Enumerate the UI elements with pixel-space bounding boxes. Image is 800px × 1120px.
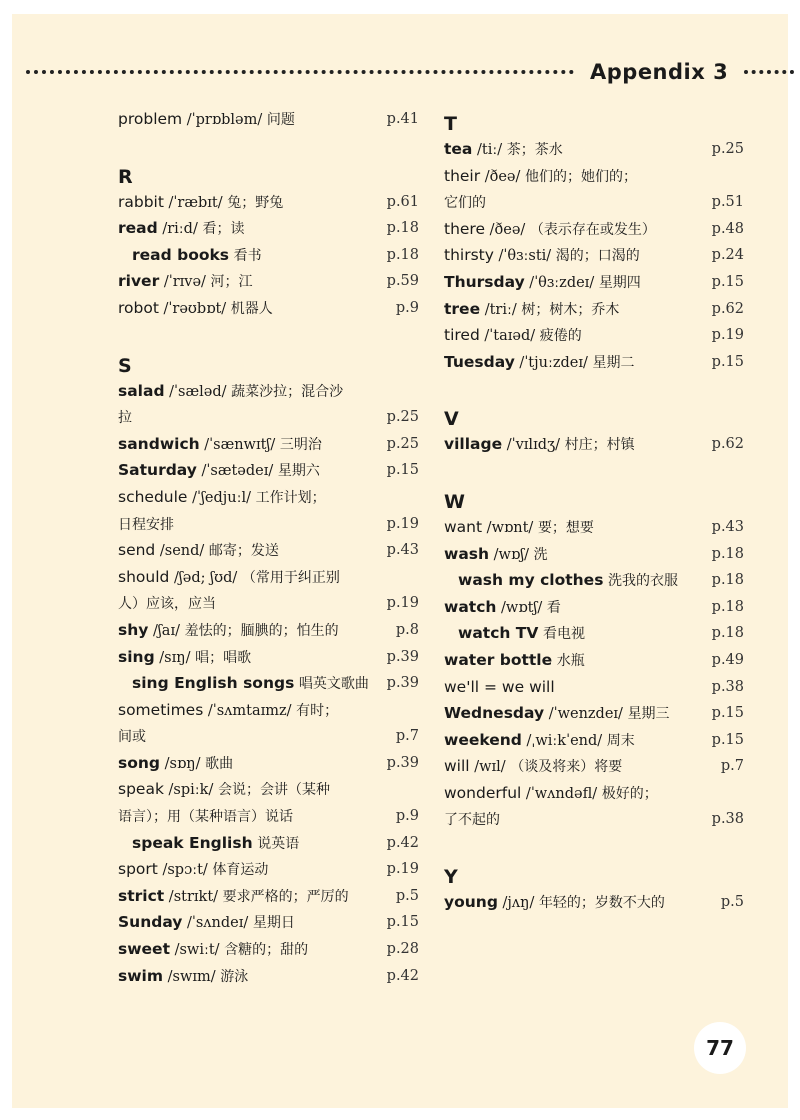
glossary-phrase xyxy=(118,830,418,857)
entry-pronunciation: /ˈsʌmtaɪmz/ xyxy=(203,702,297,719)
glossary-entry xyxy=(118,909,418,936)
entry-page-ref: p.62 xyxy=(711,300,744,317)
entry-word: sometimes xyxy=(118,700,204,719)
entry-definition: 年轻的；岁数不大的 xyxy=(538,895,665,912)
entry-page-ref: p.18 xyxy=(711,545,744,562)
entry-page-ref: p.39 xyxy=(386,754,419,771)
entry-pronunciation: /spɔːt/ xyxy=(157,862,213,879)
entry-definition: 星期四 xyxy=(598,274,641,291)
entry-definition: 周末 xyxy=(606,732,635,749)
section-letter-heading: V xyxy=(444,408,459,431)
glossary-entry xyxy=(118,883,418,910)
entry-word: tea xyxy=(444,140,473,158)
section-letter-heading: Y xyxy=(444,866,458,889)
entry-word: there xyxy=(444,219,486,238)
entry-page-ref: p.15 xyxy=(711,353,744,370)
header-dotted-rule-left xyxy=(26,70,574,74)
entry-definition: 三明治 xyxy=(279,436,322,453)
glossary-entry xyxy=(118,617,418,644)
glossary-entry xyxy=(444,189,744,216)
glossary-entry xyxy=(118,697,418,724)
entry-pronunciation: /swɪm/ xyxy=(163,968,221,985)
entry-definition: 说英语 xyxy=(257,835,300,852)
entry-definition: 他们的；她们的； xyxy=(525,168,638,185)
entry-word: shy xyxy=(118,620,149,639)
entry-word: watch TV xyxy=(458,624,539,643)
section-spacer xyxy=(118,133,418,159)
entry-word: sport xyxy=(118,860,158,879)
entry-pronunciation: /ˈθɜːsti/ xyxy=(493,248,556,265)
entry-pronunciation: /ðeə/ xyxy=(480,168,526,185)
entry-pronunciation: /ˈsætədeɪ/ xyxy=(196,463,278,480)
entry-page-ref: p.51 xyxy=(711,194,744,211)
entry-page-ref: p.18 xyxy=(386,246,419,263)
entry-pronunciation: /ˈrɪvə/ xyxy=(159,274,211,291)
entry-page-ref: p.9 xyxy=(395,808,419,825)
entry-page-ref: p.7 xyxy=(395,728,419,745)
entry-word: rabbit xyxy=(118,192,164,211)
entry-pronunciation: /ʃaɪ/ xyxy=(148,622,185,639)
entry-definition: 渴的；口渴的 xyxy=(555,248,640,265)
entry-word: speak xyxy=(118,780,164,799)
entry-word: salad xyxy=(118,381,165,400)
entry-pronunciation: /ˈtjuːzdeɪ/ xyxy=(514,354,593,371)
entry-page-ref: p.7 xyxy=(720,758,744,775)
entry-definition: 水瓶 xyxy=(556,652,585,669)
entry-page-ref: p.48 xyxy=(711,220,744,237)
entry-pronunciation: /ˈræbɪt/ xyxy=(163,194,228,211)
glossary-entry xyxy=(444,674,744,701)
entry-word: weekend xyxy=(444,730,522,749)
entry-pronunciation: /ˈsæləd/ xyxy=(164,383,232,400)
entry-definition: 有时； xyxy=(296,702,339,719)
entry-pronunciation: /wɒnt/ xyxy=(482,519,538,536)
entry-pronunciation: /send/ xyxy=(155,543,209,560)
entry-word: their xyxy=(444,166,481,185)
entry-pronunciation: /ˈwʌndəfl/ xyxy=(521,785,602,802)
entry-page-ref: p.38 xyxy=(711,811,744,828)
entry-definition: 了不起的 xyxy=(444,812,500,829)
glossary-entry xyxy=(444,806,744,833)
entry-word: young xyxy=(444,893,498,912)
entry-word: will xyxy=(444,757,470,776)
section-letter-heading: S xyxy=(118,354,132,377)
glossary-entry xyxy=(118,215,418,242)
entry-definition: 问题 xyxy=(266,112,295,128)
entry-page-ref: p.59 xyxy=(386,273,419,290)
entry-pronunciation: /ʃəd; ʃʊd/ xyxy=(169,569,242,586)
entry-page-ref: p.49 xyxy=(711,651,744,668)
entry-page-ref: p.39 xyxy=(386,675,419,692)
entry-page-ref: p.42 xyxy=(386,967,419,984)
entry-pronunciation: /triː/ xyxy=(480,301,522,318)
entry-definition: 羞怯的；腼腆的；怕生的 xyxy=(184,622,339,639)
glossary-entry xyxy=(118,189,418,216)
entry-definition: 河；江 xyxy=(210,274,253,291)
appendix-title: Appendix 3 xyxy=(590,60,729,84)
entry-definition: 村庄；村镇 xyxy=(564,437,635,454)
entry-pronunciation: /wɒʃ/ xyxy=(489,546,534,563)
entry-word: Wednesday xyxy=(444,704,545,723)
glossary-entry xyxy=(444,136,744,163)
entry-word: water bottle xyxy=(444,650,553,669)
entry-word: river xyxy=(118,272,160,291)
entry-definition: 星期三 xyxy=(627,706,670,723)
entry-page-ref: p.41 xyxy=(386,111,419,127)
entry-word: watch xyxy=(444,597,497,616)
entry-pronunciation: /spiːk/ xyxy=(163,782,218,799)
entry-definition: 兔；野兔 xyxy=(227,194,284,211)
entry-definition: 人）应该，应当 xyxy=(118,596,216,613)
entry-definition: 它们的 xyxy=(444,195,486,212)
entry-word: Sunday xyxy=(118,913,183,932)
entry-word: sing English songs xyxy=(132,674,295,693)
entry-page-ref: p.15 xyxy=(711,273,744,290)
glossary-entry xyxy=(444,322,744,349)
entry-definition: 日程安排 xyxy=(118,516,174,533)
glossary-entry xyxy=(118,431,418,458)
entry-page-ref: p.61 xyxy=(386,193,419,210)
section-letter-heading: W xyxy=(444,490,465,513)
entry-page-ref: p.19 xyxy=(386,595,419,612)
glossary-entry xyxy=(118,723,418,750)
glossary-entry xyxy=(118,295,418,322)
entry-definition: 茶；茶水 xyxy=(506,142,563,158)
entry-definition: 间或 xyxy=(118,729,146,746)
entry-definition: 工作计划； xyxy=(255,489,326,506)
entry-definition: 要；想要 xyxy=(537,519,594,536)
glossary-entry xyxy=(444,594,744,621)
entry-definition: 极好的； xyxy=(601,785,658,802)
entry-definition: 邮寄；发送 xyxy=(208,543,279,560)
entry-word: sweet xyxy=(118,940,170,959)
entry-word: want xyxy=(444,517,483,536)
entry-definition: 洗 xyxy=(533,546,548,563)
entry-definition: （常用于纠正别 xyxy=(241,569,340,586)
page xyxy=(12,14,788,1108)
glossary-entry xyxy=(118,936,418,963)
entry-word: song xyxy=(118,753,161,772)
entry-page-ref: p.8 xyxy=(395,621,419,638)
glossary-entry xyxy=(444,242,744,269)
entry-pronunciation: /wɪl/ xyxy=(469,759,511,776)
entry-word: read books xyxy=(132,245,230,264)
entry-page-ref: p.15 xyxy=(711,705,744,722)
entry-word: tired xyxy=(444,326,480,345)
entry-definition: 唱英文歌曲 xyxy=(298,676,369,693)
glossary-entry xyxy=(118,644,418,671)
glossary-entry xyxy=(118,457,418,484)
entry-word: wash my clothes xyxy=(458,571,604,590)
glossary-phrase xyxy=(444,620,744,647)
entry-word: read xyxy=(118,219,158,238)
entry-pronunciation: /ˌwiːkˈend/ xyxy=(521,732,607,749)
entry-word: strict xyxy=(118,886,165,905)
entry-page-ref: p.38 xyxy=(711,678,744,695)
entry-page-ref: p.18 xyxy=(711,625,744,642)
section-spacer xyxy=(444,458,744,484)
glossary-entry xyxy=(118,963,418,990)
glossary-entry xyxy=(118,750,418,777)
glossary-entry xyxy=(444,163,744,190)
entry-definition: 疲倦的 xyxy=(539,328,582,345)
entry-word: sandwich xyxy=(118,434,200,453)
glossary-entry xyxy=(118,856,418,883)
glossary-entry xyxy=(118,776,418,803)
entry-page-ref: p.19 xyxy=(386,515,419,532)
entry-pronunciation: /ðeə/ xyxy=(485,221,530,238)
section-spacer xyxy=(444,375,744,401)
entry-page-ref: p.43 xyxy=(386,542,419,559)
glossary-entry xyxy=(444,647,744,674)
entry-definition: （表示存在或发生） xyxy=(529,221,656,238)
entry-page-ref: p.39 xyxy=(386,648,419,665)
entry-word: swim xyxy=(118,966,164,985)
glossary-entry xyxy=(118,537,418,564)
entry-word: speak English xyxy=(132,833,253,852)
entry-pronunciation: /ˈtaɪəd/ xyxy=(479,328,540,345)
entry-definition: 星期日 xyxy=(252,915,295,932)
entry-page-ref: p.62 xyxy=(711,436,744,453)
glossary-column-left xyxy=(118,106,418,989)
glossary-entry xyxy=(444,296,744,323)
entry-pronunciation: /ˈrəʊbɒt/ xyxy=(158,300,231,317)
entry-definition: 树；树木；乔木 xyxy=(521,301,620,318)
entry-definition: 会说；会讲（某种 xyxy=(217,782,330,799)
entry-word: sing xyxy=(118,647,155,666)
entry-page-ref: p.15 xyxy=(711,731,744,748)
glossary-phrase xyxy=(118,242,418,269)
entry-definition: 要求严格的；严厉的 xyxy=(222,888,349,905)
entry-definition: 星期六 xyxy=(277,463,320,480)
entry-pronunciation: /wɒtʃ/ xyxy=(496,599,547,616)
entry-word: should xyxy=(118,567,170,586)
entry-definition: 语言）；用（某种语言）说话 xyxy=(118,809,293,826)
entry-page-ref: p.5 xyxy=(395,887,419,904)
glossary-column-right xyxy=(444,106,744,916)
section-letter-heading: R xyxy=(118,165,133,188)
entry-page-ref: p.19 xyxy=(386,861,419,878)
entry-definition: （谈及将来）将要 xyxy=(510,759,623,776)
entry-word: wash xyxy=(444,544,490,563)
page-number: 77 xyxy=(694,1022,746,1074)
entry-pronunciation: /sɪŋ/ xyxy=(154,649,196,666)
glossary-entry xyxy=(444,269,744,296)
entry-pronunciation: /swiːt/ xyxy=(169,942,225,959)
entry-word: tree xyxy=(444,299,481,318)
entry-definition: 体育运动 xyxy=(212,862,269,879)
entry-page-ref: p.18 xyxy=(386,220,419,237)
entry-page-ref: p.15 xyxy=(386,914,419,931)
entry-word: Tuesday xyxy=(444,352,515,371)
entry-definition: 唱；唱歌 xyxy=(195,649,252,666)
entry-page-ref: p.18 xyxy=(711,598,744,615)
entry-word: village xyxy=(444,435,503,454)
section-spacer xyxy=(118,322,418,348)
entry-word: Thursday xyxy=(444,272,525,291)
glossary-entry xyxy=(118,404,418,431)
glossary-entry xyxy=(118,590,418,617)
entry-page-ref: p.19 xyxy=(711,327,744,344)
entry-definition: 拉 xyxy=(118,410,132,427)
glossary-entry xyxy=(118,106,418,133)
entry-page-ref: p.9 xyxy=(395,299,419,316)
entry-pronunciation: /ˈwenzdeɪ/ xyxy=(544,706,628,723)
entry-word: we'll = we will xyxy=(444,677,555,696)
section-letter-heading: T xyxy=(444,113,457,135)
entry-word: problem xyxy=(118,110,183,128)
entry-page-ref: p.25 xyxy=(386,435,419,452)
glossary-entry xyxy=(118,511,418,538)
glossary-entry xyxy=(118,378,418,405)
entry-page-ref: p.15 xyxy=(386,462,419,479)
entry-pronunciation: /sɒŋ/ xyxy=(160,755,206,772)
glossary-entry xyxy=(444,514,744,541)
glossary-entry xyxy=(118,268,418,295)
glossary-entry xyxy=(444,431,744,458)
entry-pronunciation: /strɪkt/ xyxy=(164,888,223,905)
entry-page-ref: p.43 xyxy=(711,518,744,535)
entry-page-ref: p.24 xyxy=(711,247,744,264)
entry-pronunciation: /ˈʃedjuːl/ xyxy=(187,489,256,506)
entry-page-ref: p.5 xyxy=(720,894,744,911)
section-spacer xyxy=(444,833,744,859)
entry-pronunciation: /tiː/ xyxy=(472,142,507,158)
entry-definition: 看 xyxy=(546,599,561,616)
entry-page-ref: p.18 xyxy=(711,572,744,589)
entry-definition: 看书 xyxy=(233,247,262,264)
glossary-entry xyxy=(118,484,418,511)
glossary-phrase xyxy=(444,567,744,594)
entry-word: send xyxy=(118,541,156,560)
glossary-entry xyxy=(444,700,744,727)
glossary-entry xyxy=(444,216,744,243)
entry-definition: 看；读 xyxy=(202,221,245,238)
entry-pronunciation: /riːd/ xyxy=(157,221,203,238)
entry-pronunciation: /jʌŋ/ xyxy=(497,895,539,912)
glossary-phrase xyxy=(118,670,418,697)
entry-page-ref: p.25 xyxy=(386,409,419,426)
glossary-entry xyxy=(444,349,744,376)
glossary-entry xyxy=(444,541,744,568)
entry-page-ref: p.28 xyxy=(386,941,419,958)
entry-pronunciation: /ˈprɒbləm/ xyxy=(182,112,267,128)
entry-definition: 游泳 xyxy=(220,968,249,985)
entry-pronunciation: /ˈθɜːzdeɪ/ xyxy=(524,274,599,291)
entry-definition: 含糖的；甜的 xyxy=(224,942,309,959)
entry-word: wonderful xyxy=(444,783,522,802)
entry-definition: 看电视 xyxy=(543,626,585,643)
glossary-entry xyxy=(444,889,744,916)
entry-pronunciation: /ˈvɪlɪdʒ/ xyxy=(502,437,565,454)
header-dotted-rule-right xyxy=(744,70,794,74)
entry-definition: 星期二 xyxy=(592,354,635,371)
entry-definition: 歌曲 xyxy=(205,755,234,772)
glossary-entry xyxy=(444,753,744,780)
glossary-entry xyxy=(118,803,418,830)
glossary-entry xyxy=(444,780,744,807)
entry-definition: 机器人 xyxy=(230,300,273,317)
entry-definition: 蔬菜沙拉；混合沙 xyxy=(231,383,344,400)
entry-word: thirsty xyxy=(444,246,494,265)
entry-word: robot xyxy=(118,298,159,317)
entry-pronunciation: /ˈsænwɪtʃ/ xyxy=(199,436,280,453)
entry-page-ref: p.25 xyxy=(711,141,744,157)
entry-word: schedule xyxy=(118,487,188,506)
entry-pronunciation: /ˈsʌndeɪ/ xyxy=(182,915,253,932)
entry-definition: 洗我的衣服 xyxy=(608,573,679,590)
entry-page-ref: p.42 xyxy=(386,834,419,851)
glossary-entry xyxy=(118,564,418,591)
glossary-entry xyxy=(444,727,744,754)
entry-word: Saturday xyxy=(118,461,197,480)
